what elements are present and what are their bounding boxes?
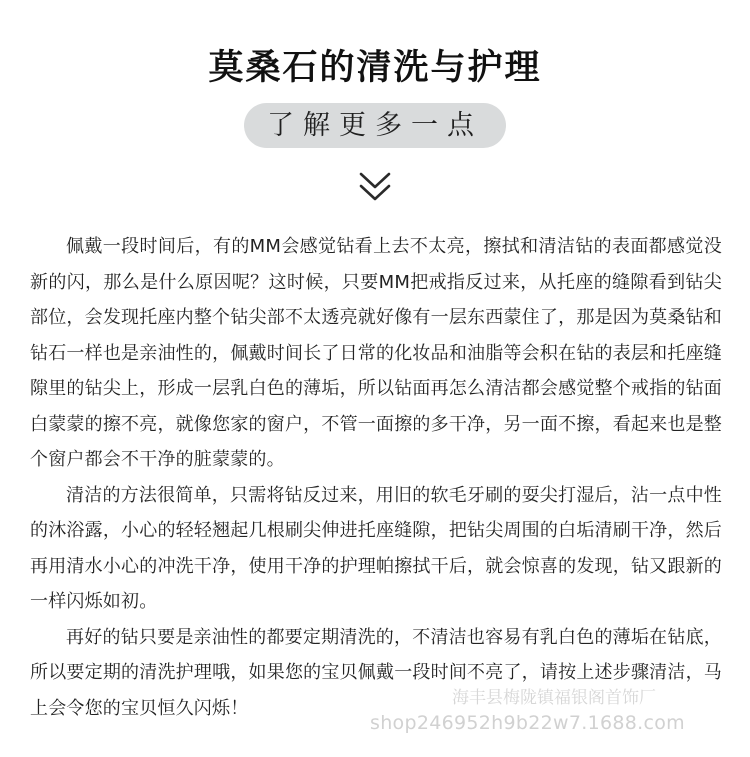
page-title: 莫桑石的清洗与护理 [208,48,542,88]
paragraph-intro: 佩戴一段时间后，有的MM会感觉钻看上去不太亮，擦拭和清洁钻的表面都感觉没新的闪，那么是什么原因呢？这时候，只要MM把戒指反过来，从托座的缝隙看到钻尖部位，会发现托座内整个钻尖部不太透亮就好像有一层东西蒙住了，那是因为莫桑钻和钻石一样也是亲油性的，佩戴时间长了日常的化妆品和油脂等会积在钻的表层和托座缝隙里的钻尖上，形成一层乳白色的薄垢，所以钻面再怎么清洁都会感觉整个戒指的钻面白蒙蒙的擦不亮，就像您家的窗户，不管一面擦的多干净，另一面不擦，看起来也是整个窗户都会不干净的脏蒙蒙的。 [30,236,722,470]
watermark-shop-name: 海丰县梅陇镇福银阁首饰厂 [452,688,656,708]
article-body [30,229,722,726]
double-chevron-down-icon [357,170,393,206]
watermark-shop-url: shop246952h9b22w7.1688.com [370,712,685,734]
paragraph-method: 清洁的方法很简单，只需将钻反过来，用旧的软毛牙刷的耍尖打湿后，沾一点中性的沐浴露，小心的轻轻翘起几根刷尖伸进托座缝隙，把钻尖周围的白垢清刷干净，然后再用清水小心的冲洗干净，使用干净的护理帕擦拭干后，就会惊喜的发现，钻又跟新的一样闪烁如初。 [30,484,722,612]
paragraph-reminder: 再好的钻只要是亲油性的都要定期清洗的，不清洁也容易有乳白色的薄垢在钻底，所以要定期的清洗护理哦，如果您的宝贝佩戴一段时间不亮了，请按上述步骤清洁，马上会令您的宝贝恒久闪烁！ [30,626,722,719]
subtitle-badge: 了解更多一点 [244,103,506,148]
